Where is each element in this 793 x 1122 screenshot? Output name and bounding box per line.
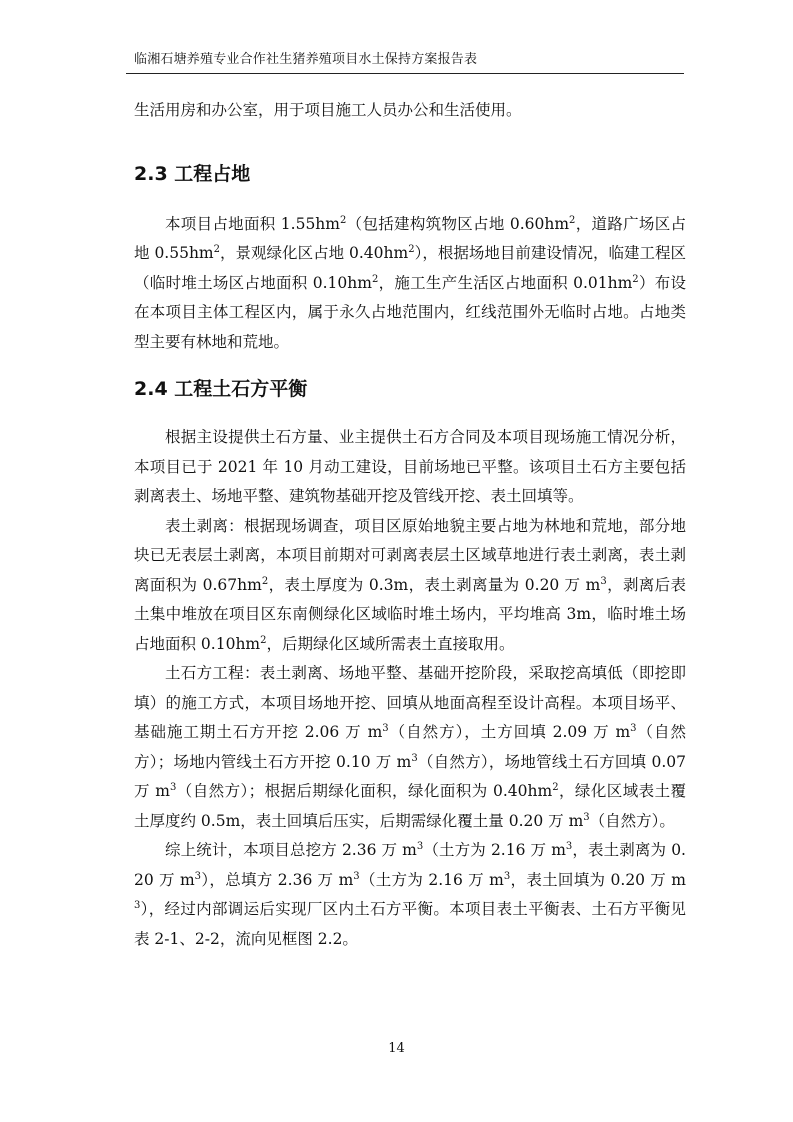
text-run: （自然方），场地管线土石方回填 0.07 万 m — [134, 752, 686, 800]
superscript: 3 — [382, 723, 389, 734]
text-run: （土方为 2.16 万 m — [423, 841, 566, 859]
superscript: 2 — [260, 634, 267, 646]
superscript: 2 — [340, 214, 347, 226]
superscript: 3 — [565, 841, 573, 852]
text-run: ，后期绿化区域所需表土直接取用。 — [266, 634, 515, 653]
superscript: 3 — [169, 782, 177, 793]
text-run: （自然方），土方回填 2.09 万 m — [388, 723, 631, 741]
superscript: 2 — [569, 214, 576, 226]
intro-paragraph: 生活用房和办公室，用于项目施工人员办公和生活使用。 — [134, 101, 522, 119]
running-header: 临湘石塘养殖专业合作社生猪养殖项目水土保持方案报告表 — [134, 52, 478, 67]
superscript: 3 — [353, 870, 360, 882]
superscript: 3 — [134, 900, 141, 911]
superscript: 3 — [416, 841, 424, 852]
text-run: （自然方）。 — [589, 811, 675, 830]
summary-paragraph — [134, 836, 686, 954]
text-run: ，表土回填为 0.20 万 m — [510, 870, 686, 889]
land-occupation-paragraph — [134, 210, 686, 358]
earthwork-engineering-paragraph — [134, 659, 686, 836]
text-run: ，表土厚度为 0.3m，表土剥离量为 0.20 万 m — [268, 575, 601, 594]
superscript: 3 — [583, 811, 590, 823]
superscript: 2 — [371, 273, 379, 285]
page-number: 14 — [388, 1041, 405, 1056]
text-run: ），根据场地目前建设情况，临建工程区（临时堆土场区占地面积 0.10hm — [134, 244, 686, 292]
superscript: 2 — [213, 244, 221, 255]
text-run: （包括建构筑物区占地 0.60hm — [346, 214, 570, 233]
header-divider — [126, 73, 684, 74]
text-run: ，施工生产生活区占地面积 0.01hm — [378, 273, 633, 292]
text-run: （土方为 2.16 万 m — [359, 870, 504, 889]
text-run: ）布设在本项目主体工程区内，属于永久占地范围内，红线范围外无临时占地。占地类型主要有林地和荒地。 — [134, 273, 686, 351]
text-run: ），经过内部调运后实现厂区内土石方平衡。本项目表土平衡表、土石方平衡见表 2-1、2-2，流向见框图 2.2。 — [134, 900, 686, 948]
text-run: ），总填方 2.36 万 m — [201, 870, 354, 889]
section-heading-2-3: 2.3 工程占地 — [134, 162, 251, 185]
document-body — [134, 96, 686, 954]
superscript: 3 — [630, 723, 637, 734]
superscript: 3 — [600, 575, 607, 587]
text-run: （自然方）；根据后期绿化面积，绿化面积为 0.40hm — [176, 782, 553, 800]
text-run: ，绿化区域表土覆土厚度约 0.5m，表土回填后压实，后期需绿化覆土量 0.20 万 m — [134, 782, 686, 830]
section-heading-2-4: 2.4 工程土石方平衡 — [134, 378, 308, 400]
text-run: 土石方工程：表土剥离、场地平整、基础开挖阶段，采取挖高填低（即挖即填）的施工方式，本项目场地开挖、回填从地面高程至设计高程。本项目场平、基础施工期土石方开挖 2.06 万 m — [134, 664, 686, 741]
text-run: ，景观绿化区占地 0.40hm — [220, 244, 409, 262]
text-run: ，剥离后表土集中堆放在项目区东南侧绿化区域临时堆土场内，平均堆高 3m，临时堆土场占地面积 0.10hm — [134, 575, 686, 653]
superscript: 3 — [194, 870, 202, 882]
superscript: 3 — [411, 752, 418, 764]
text-run: ，表土剥离为 0.20 万 m — [134, 841, 686, 889]
superscript: 2 — [552, 782, 559, 793]
text-run: 综上统计，本项目总挖方 2.36 万 m — [165, 841, 417, 859]
superscript: 2 — [632, 273, 639, 285]
earthwork-overview-paragraph: 根据主设提供土石方量、业主提供土石方合同及本项目现场施工情况分析，本项目已于 2021 年 10 月动工建设，目前场地已平整。该项目土石方主要包括剥离表土、场地平整、建筑物基础开挖及管线开挖、表土回填等。 — [134, 428, 686, 505]
text-run: 本项目占地面积 1.55hm — [165, 214, 340, 233]
topsoil-stripping-paragraph — [134, 512, 686, 660]
superscript: 2 — [408, 244, 415, 255]
text-run: ，道路广场区占地 0.55hm — [134, 214, 686, 262]
text-run: （自然方）；场地内管线土石方开挖 0.10 万 m — [134, 723, 686, 771]
superscript: 3 — [503, 870, 511, 882]
text-run: 表土剥离：根据现场调查，项目区原始地貌主要占地为林地和荒地，部分地块已无表层土剥离，本项目前期对可剥离表层土区域草地进行表土剥离，表土剥离面积为 0.67hm — [134, 516, 686, 594]
superscript: 2 — [261, 575, 269, 587]
